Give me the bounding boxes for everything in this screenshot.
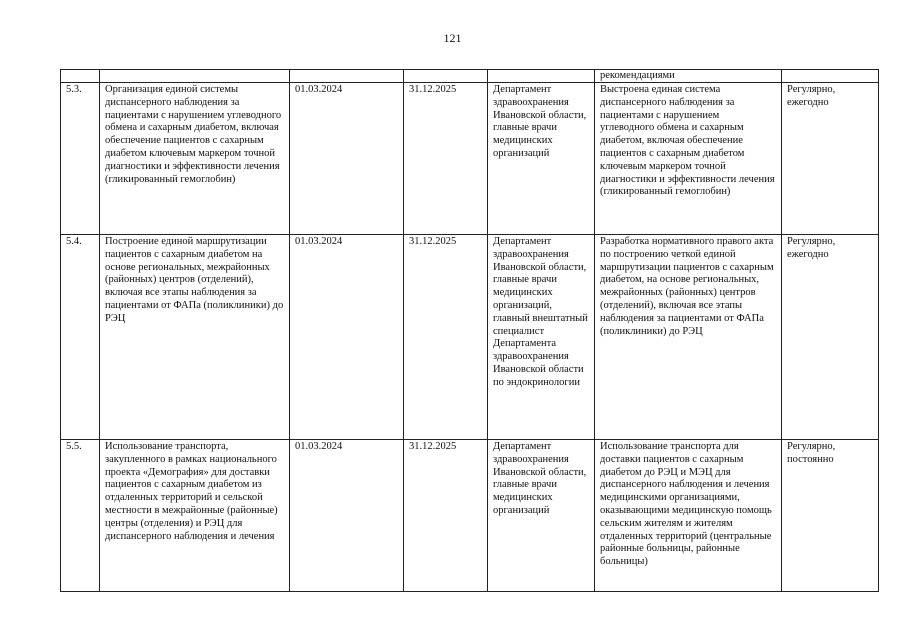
cell-start xyxy=(290,70,404,83)
cell-frequency: Регулярно, ежегодно xyxy=(782,235,879,440)
page-number: 121 xyxy=(443,31,462,45)
cell-num xyxy=(61,70,100,83)
table-row-5-5 xyxy=(61,440,879,592)
cell-activity: Построение единой маршрутизации пациентов с сахарным диабетом на основе региональных, межрайонных (районных) центров (отделений), включая все этапы наблюдения за пациентами от ФАПа (поликлиники) до РЭЦ xyxy=(100,235,290,440)
cell-end xyxy=(404,70,488,83)
table-row-5-3 xyxy=(61,83,879,235)
cell-responsible: Департамент здравоохранения Ивановской области, главные врачи медицинских организаций xyxy=(488,83,595,235)
cell-num: 5.4. xyxy=(61,235,100,440)
cell-frequency xyxy=(782,70,879,83)
table-row-continuation xyxy=(61,70,879,83)
cell-end: 31.12.2025 xyxy=(404,235,488,440)
cell-activity: Использование транспорта, закупленного в рамках национального проекта «Демография» для доставки пациентов с сахарным диабетом из отдаленных территорий и сельской местности в межрайонные (районные) центры (отделения) и РЭЦ для диспансерного наблюдения и лечения xyxy=(100,440,290,592)
cell-end: 31.12.2025 xyxy=(404,83,488,235)
cell-start: 01.03.2024 xyxy=(290,235,404,440)
cell-start: 01.03.2024 xyxy=(290,83,404,235)
cell-activity xyxy=(100,70,290,83)
cell-num: 5.5. xyxy=(61,440,100,592)
cell-responsible: Департамент здравоохранения Ивановской области, главные врачи медицинских организаций, главный внештатный специалист Департамента здравоохранения Ивановской области по эндокринологии xyxy=(488,235,595,440)
cell-result: рекомендациями xyxy=(595,70,782,83)
cell-num: 5.3. xyxy=(61,83,100,235)
cell-responsible: Департамент здравоохранения Ивановской области, главные врачи медицинских организаций xyxy=(488,440,595,592)
cell-result: Выстроена единая система диспансерного наблюдения за пациентами с нарушением углеводного обмена и сахарным диабетом, включая обеспечение пациентов с сахарным диабетом ключевым маркером точной диагностики и эффективности лечения (гликированный гемоглобин) xyxy=(595,83,782,235)
plan-table xyxy=(60,69,879,592)
cell-end: 31.12.2025 xyxy=(404,440,488,592)
cell-activity: Организация единой системы диспансерного наблюдения за пациентами с нарушением углеводного обмена и сахарным диабетом, включая обеспечение пациентов с сахарным диабетом ключевым маркером точной диагностики и эффективности лечения (гликированный гемоглобин) xyxy=(100,83,290,235)
cell-start: 01.03.2024 xyxy=(290,440,404,592)
table-row-5-4 xyxy=(61,235,879,440)
cell-responsible xyxy=(488,70,595,83)
cell-frequency: Регулярно, ежегодно xyxy=(782,83,879,235)
cell-result: Разработка нормативного правого акта по построению четкой единой маршрутизации пациентов с сахарным диабетом, на основе региональных, межрайонных (районных) центров (отделений), включая все этапы наблюдения за пациентами от ФАПа (поликлиники) до РЭЦ xyxy=(595,235,782,440)
cell-result: Использование транспорта для доставки пациентов с сахарным диабетом до РЭЦ и МЭЦ для диспансерного наблюдения и лечения медицинскими организациями, оказывающими медицинскую помощь сельским жителям и жителям отдаленных территорий (центральные районные больницы, районные больницы) xyxy=(595,440,782,592)
cell-frequency: Регулярно, постоянно xyxy=(782,440,879,592)
